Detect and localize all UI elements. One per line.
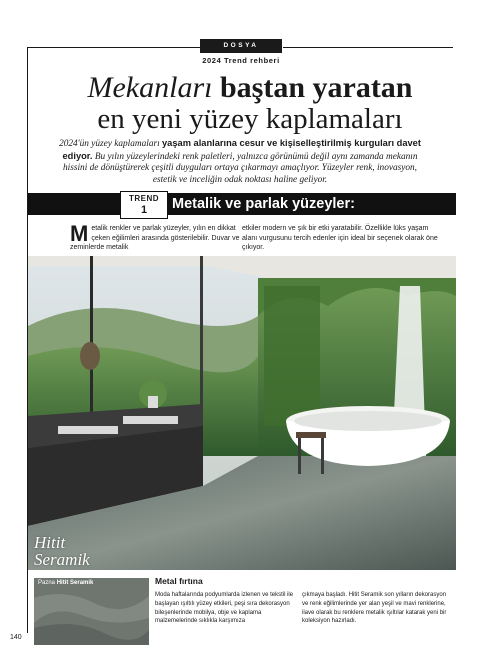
section-tag: DOSYA xyxy=(200,39,282,53)
headline-line-2: en yeni yüzey kaplamaları xyxy=(97,103,403,135)
trend-number: 1 xyxy=(140,204,148,216)
bathroom-illustration xyxy=(28,256,456,570)
frame-line-top-right xyxy=(283,47,453,48)
intro-lead: 2024'ün yüzey kaplamaları xyxy=(59,139,160,149)
drop-cap: M xyxy=(70,221,89,246)
tile-sample-prefix: Pazna xyxy=(38,580,56,586)
tile-texture xyxy=(34,578,149,645)
body-column-1 xyxy=(70,221,240,253)
intro-paragraph xyxy=(55,138,425,186)
bathroom-photo xyxy=(28,256,456,570)
headline-line-1 xyxy=(60,72,440,104)
headline-bold: baştan yaratan xyxy=(219,71,413,104)
intro-bold: yaşam alanlarına cesur ve kişiselleştirilmiş kurguları davet ediyor. xyxy=(62,138,421,161)
frame-line-top-left xyxy=(27,47,201,48)
body-column-1-text: etalik renkler ve parlak yüzeyler, yılın en dikkat çeken eğilimleri arasında gösterilebilir. Duvar ve zeminlerde metalik xyxy=(70,225,240,252)
metal-column-1: Moda haftalarında podyumlarda izlenen ve tekstil ile başlayan ışıltılı yüzey etkileri, peşi sıra dekorasyon bileşenlerinde mobilya, obje ve kaplama malzemelerinde sıklıkla karşımıza xyxy=(155,592,294,625)
tile-sample-label xyxy=(38,580,93,586)
tile-sample-image xyxy=(34,578,149,645)
photo-credit: Hitit Seramik xyxy=(34,533,90,569)
tile-sample-brand: Hitit Seramik xyxy=(56,580,94,586)
headline-italic: Mekanları xyxy=(87,71,213,104)
page-number: 140 xyxy=(10,634,22,641)
section-subtitle: 2024 Trend rehberi xyxy=(202,56,280,65)
trend-badge xyxy=(120,191,168,219)
sub-heading: Metal fırtına xyxy=(155,576,203,586)
metal-column-2: çıkmaya başladı. Hitit Seramik son yılların dekorasyon ve renk eğilimlerinde yer alan yeşil ve mavi renklerine, ilave olarak bu renklere metalik ışıltılar katarak yeni bir koleksiyon hazırladı. xyxy=(302,592,447,625)
trend-label: TREND xyxy=(128,194,160,203)
trend-title: Metalik ve parlak yüzeyler: xyxy=(172,196,355,212)
intro-rest: Bu yılın yüzeylerindeki renk paletleri, yalnızca görünümü değil aynı zamanda mekanın hissini de dönüştürerek çeşitli duyguları ortaya çıkarmayı amaçlıyor. Yüzeyler renk, inovasyon, estetik ve inceliğin odak noktası haline geliyor. xyxy=(63,151,418,185)
body-column-2: etkiler modern ve şık bir etki yaratabilir. Özellikle lüks yaşam alanı vurgusunu tercih edenler için ideal bir seçenek olarak öne çıkıyor. xyxy=(242,225,438,252)
